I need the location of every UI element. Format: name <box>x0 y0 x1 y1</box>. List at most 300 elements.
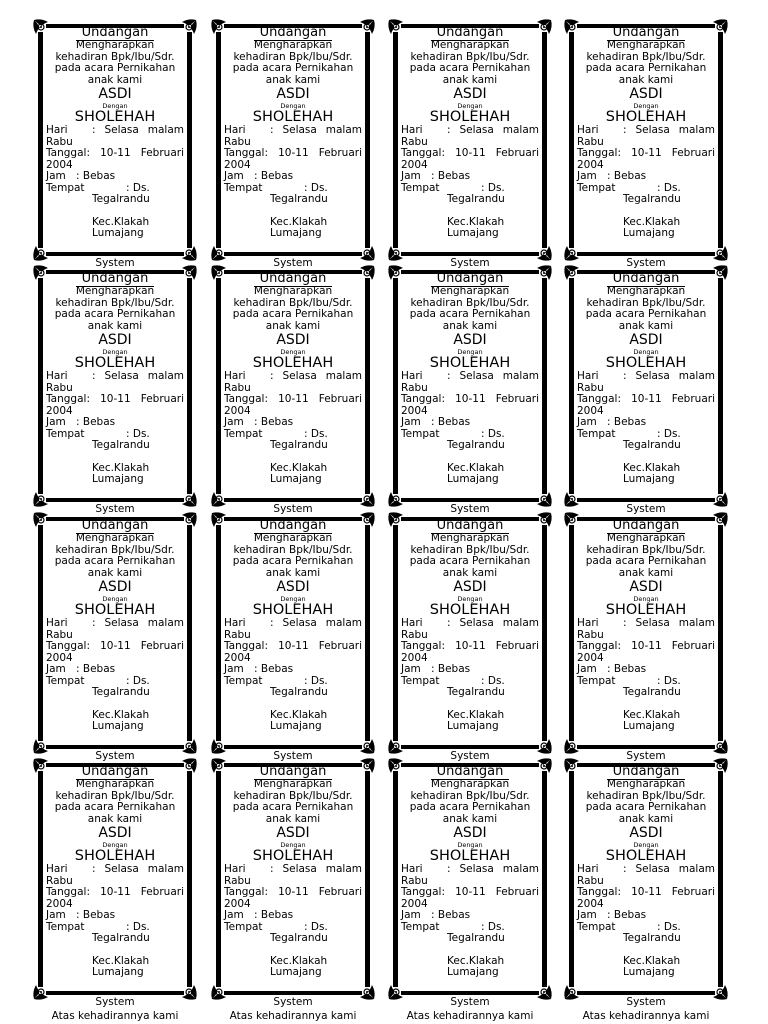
connector-text: Dengan <box>633 841 659 849</box>
groom-name: ASDI <box>629 86 663 102</box>
tanggal-value: : 10-11 Februari <box>86 640 184 652</box>
system-label: System <box>626 503 666 515</box>
frame-right <box>187 32 192 248</box>
tempat-value: : Ds. <box>126 181 150 194</box>
card-content <box>46 271 184 486</box>
jam-label: Jam <box>224 170 244 182</box>
card-title: Undangan <box>46 271 184 286</box>
intro-line: Mengharapkan <box>606 285 686 297</box>
tempat-cont: Tegalrandu <box>447 193 505 205</box>
frame-left <box>216 278 221 494</box>
system-label: System <box>450 996 490 1008</box>
hari-cont: Rabu <box>577 874 604 887</box>
intro-line: pada acara Pernikahan <box>54 62 176 74</box>
groom-name: ASDI <box>98 825 132 841</box>
tanggal-row <box>224 394 362 406</box>
intro-line: kehadiran Bpk/Ibu/Sdr. <box>233 296 353 309</box>
invitation-card <box>391 22 549 269</box>
card-title: Undangan <box>577 25 715 40</box>
tanggal-row <box>401 394 539 406</box>
jam-value: : Bebas <box>431 416 471 428</box>
jam-value: : Bebas <box>254 416 294 428</box>
frame-left <box>38 525 43 741</box>
tanggal-cont: 2004 <box>401 651 428 664</box>
frame-bottom <box>224 252 362 256</box>
tanggal-row <box>577 887 715 899</box>
card-content <box>46 25 184 240</box>
frame-bottom <box>577 498 715 502</box>
bride-name: SHOLEHAH <box>74 848 156 864</box>
jam-value: : Bebas <box>607 416 647 428</box>
jam-value: : Bebas <box>254 663 294 675</box>
hari-row <box>577 864 715 876</box>
bride-name: SHOLEHAH <box>74 602 156 618</box>
frame-bottom <box>577 745 715 749</box>
tempat-label: Tempat <box>224 427 263 440</box>
intro-line: Mengharapkan <box>606 532 686 544</box>
connector-text: Dengan <box>457 595 483 603</box>
hari-row <box>577 125 715 137</box>
hari-row <box>46 125 184 137</box>
bride-name: SHOLEHAH <box>605 602 687 618</box>
intro-line: pada acara Pernikahan <box>585 308 707 320</box>
groom-name: ASDI <box>276 825 310 841</box>
tempat-label: Tempat <box>224 181 263 194</box>
tanggal-label: Tanggal <box>401 640 442 652</box>
frame-left <box>38 771 43 987</box>
frame-bottom <box>401 745 539 749</box>
jam-value: : Bebas <box>431 909 471 921</box>
intro-line: kehadiran Bpk/Ibu/Sdr. <box>55 50 175 63</box>
kecamatan: Kec.Klakah <box>92 954 150 967</box>
bride-name: SHOLEHAH <box>429 355 511 371</box>
intro-line: pada acara Pernikahan <box>232 308 354 320</box>
invitation-card <box>567 761 725 1008</box>
system-label: System <box>273 750 313 762</box>
hari-row <box>401 618 539 630</box>
hari-label: Hari <box>224 370 246 382</box>
jam-label: Jam <box>577 416 597 428</box>
groom-name: ASDI <box>453 86 487 102</box>
hari-row <box>224 371 362 383</box>
card-content <box>401 271 539 486</box>
frame-bottom <box>46 745 184 749</box>
system-label: System <box>626 996 666 1008</box>
frame-right <box>365 278 370 494</box>
tempat-value: : Ds. <box>481 181 505 194</box>
card-content <box>224 764 362 979</box>
intro-line: pada acara Pernikahan <box>585 801 707 813</box>
bride-name: SHOLEHAH <box>252 848 334 864</box>
frame-bottom <box>401 991 539 995</box>
tempat-cont: Tegalrandu <box>447 686 505 698</box>
tempat-cont: Tegalrandu <box>92 686 150 698</box>
tanggal-cont: 2004 <box>577 404 604 417</box>
invitation-card <box>36 22 194 269</box>
hari-value: : Selasa malam <box>623 124 715 136</box>
hari-value: : Selasa malam <box>623 617 715 629</box>
connector-text: Dengan <box>280 348 306 356</box>
jam-label: Jam <box>401 663 421 675</box>
groom-name: ASDI <box>276 332 310 348</box>
kecamatan: Kec.Klakah <box>270 708 328 721</box>
card-title: Undangan <box>577 271 715 286</box>
tempat-cont: Tegalrandu <box>92 439 150 451</box>
jam-row <box>577 664 715 676</box>
hari-value: : Selasa malam <box>447 124 539 136</box>
jam-value: : Bebas <box>76 663 116 675</box>
bride-name: SHOLEHAH <box>252 602 334 618</box>
tanggal-cont: 2004 <box>46 404 73 417</box>
footer-text: Atas kehadirannya kami <box>51 1010 179 1022</box>
connector-text: Dengan <box>102 348 128 356</box>
tanggal-label: Tanggal <box>224 640 265 652</box>
jam-row <box>577 417 715 429</box>
hari-row <box>577 618 715 630</box>
hari-row <box>46 864 184 876</box>
tempat-label: Tempat <box>401 427 440 440</box>
kecamatan: Kec.Klakah <box>447 954 505 967</box>
frame-right <box>365 525 370 741</box>
intro-line: kehadiran Bpk/Ibu/Sdr. <box>410 789 530 802</box>
groom-name: ASDI <box>629 332 663 348</box>
tanggal-value: : 10-11 Februari <box>86 147 184 159</box>
jam-value: : Bebas <box>254 909 294 921</box>
tanggal-cont: 2004 <box>46 651 73 664</box>
tanggal-row <box>401 641 539 653</box>
jam-label: Jam <box>224 663 244 675</box>
hari-cont: Rabu <box>46 135 73 148</box>
kecamatan: Kec.Klakah <box>623 708 681 721</box>
kecamatan: Kec.Klakah <box>447 215 505 228</box>
intro-line: pada acara Pernikahan <box>54 555 176 567</box>
intro-line: anak kami <box>442 812 498 825</box>
system-label: System <box>626 257 666 269</box>
frame-left <box>393 525 398 741</box>
hari-value: : Selasa malam <box>447 617 539 629</box>
tempat-label: Tempat <box>224 920 263 933</box>
groom-name: ASDI <box>98 86 132 102</box>
tanggal-cont: 2004 <box>577 158 604 171</box>
groom-name: ASDI <box>629 579 663 595</box>
frame-right <box>542 525 547 741</box>
tempat-cont: Tegalrandu <box>623 193 681 205</box>
hari-cont: Rabu <box>577 381 604 394</box>
kabupaten: Lumajang <box>270 227 322 239</box>
kecamatan: Kec.Klakah <box>270 461 328 474</box>
kecamatan: Kec.Klakah <box>92 708 150 721</box>
tanggal-value: : 10-11 Februari <box>86 393 184 405</box>
hari-cont: Rabu <box>577 628 604 641</box>
card-content <box>577 25 715 240</box>
kabupaten: Lumajang <box>92 227 144 239</box>
jam-row <box>224 417 362 429</box>
hari-label: Hari <box>224 863 246 875</box>
card-content <box>224 518 362 733</box>
jam-row <box>46 910 184 922</box>
kabupaten: Lumajang <box>270 966 322 978</box>
tempat-label: Tempat <box>401 920 440 933</box>
tanggal-row <box>577 641 715 653</box>
invitation-card <box>391 761 549 1008</box>
frame-right <box>542 32 547 248</box>
hari-value: : Selasa malam <box>92 863 184 875</box>
jam-value: : Bebas <box>431 170 471 182</box>
hari-row <box>224 864 362 876</box>
frame-right <box>718 771 723 987</box>
tanggal-label: Tanggal <box>46 147 87 159</box>
hari-label: Hari <box>577 863 599 875</box>
jam-label: Jam <box>46 170 66 182</box>
groom-name: ASDI <box>453 825 487 841</box>
jam-label: Jam <box>401 416 421 428</box>
frame-right <box>542 278 547 494</box>
card-title: Undangan <box>46 518 184 533</box>
hari-label: Hari <box>46 617 68 629</box>
hari-row <box>224 618 362 630</box>
hari-label: Hari <box>401 863 423 875</box>
tanggal-cont: 2004 <box>224 651 251 664</box>
hari-cont: Rabu <box>401 381 428 394</box>
card-content <box>401 518 539 733</box>
jam-label: Jam <box>401 170 421 182</box>
tanggal-value: : 10-11 Februari <box>264 886 362 898</box>
jam-row <box>46 171 184 183</box>
kabupaten: Lumajang <box>447 227 499 239</box>
hari-cont: Rabu <box>401 874 428 887</box>
kecamatan: Kec.Klakah <box>623 954 681 967</box>
invitation-card <box>36 515 194 762</box>
tanggal-label: Tanggal <box>401 886 442 898</box>
bride-name: SHOLEHAH <box>74 355 156 371</box>
intro-line: pada acara Pernikahan <box>409 308 531 320</box>
intro-line: kehadiran Bpk/Ibu/Sdr. <box>233 543 353 556</box>
tempat-value: : Ds. <box>304 181 328 194</box>
system-label: System <box>273 503 313 515</box>
tempat-label: Tempat <box>401 674 440 687</box>
frame-bottom <box>46 991 184 995</box>
hari-cont: Rabu <box>224 874 251 887</box>
frame-right <box>187 525 192 741</box>
frame-bottom <box>577 991 715 995</box>
hari-row <box>401 371 539 383</box>
intro-line: kehadiran Bpk/Ibu/Sdr. <box>233 789 353 802</box>
hari-label: Hari <box>224 617 246 629</box>
card-content <box>401 25 539 240</box>
kecamatan: Kec.Klakah <box>270 215 328 228</box>
jam-label: Jam <box>46 416 66 428</box>
tanggal-value: : 10-11 Februari <box>264 640 362 652</box>
intro-line: anak kami <box>87 566 143 579</box>
tempat-label: Tempat <box>46 920 85 933</box>
frame-right <box>718 32 723 248</box>
frame-left <box>38 278 43 494</box>
tanggal-value: : 10-11 Februari <box>86 886 184 898</box>
groom-name: ASDI <box>629 825 663 841</box>
tanggal-row <box>46 641 184 653</box>
bride-name: SHOLEHAH <box>605 848 687 864</box>
tanggal-cont: 2004 <box>401 158 428 171</box>
system-label: System <box>450 503 490 515</box>
hari-cont: Rabu <box>224 381 251 394</box>
card-title: Undangan <box>46 25 184 40</box>
card-title: Undangan <box>224 271 362 286</box>
intro-line: Mengharapkan <box>253 778 333 790</box>
tempat-value: : Ds. <box>657 181 681 194</box>
jam-row <box>577 910 715 922</box>
hari-value: : Selasa malam <box>270 124 362 136</box>
card-title: Undangan <box>577 518 715 533</box>
frame-right <box>187 278 192 494</box>
tempat-value: : Ds. <box>481 920 505 933</box>
card-content <box>46 764 184 979</box>
jam-row <box>224 171 362 183</box>
tanggal-row <box>224 887 362 899</box>
jam-value: : Bebas <box>76 416 116 428</box>
bride-name: SHOLEHAH <box>429 848 511 864</box>
frame-bottom <box>401 498 539 502</box>
tanggal-label: Tanggal <box>224 886 265 898</box>
hari-row <box>46 618 184 630</box>
kecamatan: Kec.Klakah <box>92 215 150 228</box>
intro-line: Mengharapkan <box>430 778 510 790</box>
connector-text: Dengan <box>102 102 128 110</box>
hari-label: Hari <box>577 124 599 136</box>
invitation-card <box>214 761 372 1008</box>
intro-line: pada acara Pernikahan <box>409 801 531 813</box>
hari-row <box>401 864 539 876</box>
tempat-value: : Ds. <box>304 674 328 687</box>
tanggal-row <box>577 394 715 406</box>
hari-row <box>224 125 362 137</box>
connector-text: Dengan <box>457 102 483 110</box>
hari-value: : Selasa malam <box>92 617 184 629</box>
card-title: Undangan <box>577 764 715 779</box>
frame-bottom <box>401 252 539 256</box>
jam-label: Jam <box>401 909 421 921</box>
card-title: Undangan <box>401 764 539 779</box>
tanggal-row <box>46 887 184 899</box>
frame-right <box>187 771 192 987</box>
tanggal-value: : 10-11 Februari <box>617 393 715 405</box>
jam-row <box>224 910 362 922</box>
footer-text: Atas kehadirannya kami <box>229 1010 357 1022</box>
hari-cont: Rabu <box>46 381 73 394</box>
tempat-label: Tempat <box>46 427 85 440</box>
tempat-value: : Ds. <box>657 427 681 440</box>
tanggal-row <box>46 394 184 406</box>
connector-text: Dengan <box>280 102 306 110</box>
invitation-card <box>391 515 549 762</box>
hari-cont: Rabu <box>46 874 73 887</box>
bride-name: SHOLEHAH <box>605 355 687 371</box>
bride-name: SHOLEHAH <box>252 355 334 371</box>
jam-value: : Bebas <box>76 909 116 921</box>
intro-line: Mengharapkan <box>430 285 510 297</box>
frame-bottom <box>46 498 184 502</box>
system-label: System <box>95 503 135 515</box>
tanggal-label: Tanggal <box>46 886 87 898</box>
jam-value: : Bebas <box>254 170 294 182</box>
intro-line: kehadiran Bpk/Ibu/Sdr. <box>55 296 175 309</box>
tempat-label: Tempat <box>577 181 616 194</box>
frame-left <box>569 278 574 494</box>
jam-value: : Bebas <box>76 170 116 182</box>
tempat-value: : Ds. <box>126 427 150 440</box>
tanggal-value: : 10-11 Februari <box>617 886 715 898</box>
hari-value: : Selasa malam <box>270 863 362 875</box>
kecamatan: Kec.Klakah <box>92 461 150 474</box>
tempat-cont: Tegalrandu <box>623 439 681 451</box>
invitation-card <box>36 761 194 1008</box>
frame-right <box>718 525 723 741</box>
system-label: System <box>450 750 490 762</box>
groom-name: ASDI <box>276 579 310 595</box>
connector-text: Dengan <box>280 595 306 603</box>
card-content <box>224 271 362 486</box>
frame-bottom <box>224 498 362 502</box>
tanggal-row <box>224 641 362 653</box>
intro-line: pada acara Pernikahan <box>409 62 531 74</box>
tanggal-label: Tanggal <box>401 147 442 159</box>
intro-line: Mengharapkan <box>430 39 510 51</box>
intro-line: pada acara Pernikahan <box>232 555 354 567</box>
tanggal-value: : 10-11 Februari <box>617 147 715 159</box>
kabupaten: Lumajang <box>447 720 499 732</box>
tempat-cont: Tegalrandu <box>623 686 681 698</box>
tanggal-value: : 10-11 Februari <box>441 886 539 898</box>
kabupaten: Lumajang <box>92 966 144 978</box>
intro-line: anak kami <box>442 319 498 332</box>
jam-row <box>46 664 184 676</box>
intro-line: kehadiran Bpk/Ibu/Sdr. <box>586 50 706 63</box>
tanggal-row <box>401 148 539 160</box>
intro-line: Mengharapkan <box>253 39 333 51</box>
tanggal-cont: 2004 <box>401 897 428 910</box>
tanggal-value: : 10-11 Februari <box>264 393 362 405</box>
hari-value: : Selasa malam <box>270 617 362 629</box>
kabupaten: Lumajang <box>92 473 144 485</box>
tanggal-row <box>46 148 184 160</box>
intro-line: pada acara Pernikahan <box>232 801 354 813</box>
card-content <box>577 271 715 486</box>
intro-line: anak kami <box>87 319 143 332</box>
intro-line: kehadiran Bpk/Ibu/Sdr. <box>410 50 530 63</box>
kabupaten: Lumajang <box>623 473 675 485</box>
tanggal-value: : 10-11 Februari <box>441 393 539 405</box>
system-label: System <box>626 750 666 762</box>
tempat-cont: Tegalrandu <box>447 439 505 451</box>
tempat-cont: Tegalrandu <box>623 932 681 944</box>
frame-left <box>393 771 398 987</box>
intro-line: pada acara Pernikahan <box>232 62 354 74</box>
connector-text: Dengan <box>633 348 659 356</box>
tempat-value: : Ds. <box>657 674 681 687</box>
hari-cont: Rabu <box>224 135 251 148</box>
tanggal-label: Tanggal <box>577 886 618 898</box>
tempat-value: : Ds. <box>304 427 328 440</box>
frame-right <box>542 771 547 987</box>
groom-name: ASDI <box>453 332 487 348</box>
jam-label: Jam <box>577 170 597 182</box>
hari-row <box>577 371 715 383</box>
hari-label: Hari <box>46 863 68 875</box>
frame-bottom <box>46 252 184 256</box>
tempat-cont: Tegalrandu <box>92 932 150 944</box>
hari-value: : Selasa malam <box>447 863 539 875</box>
tanggal-cont: 2004 <box>577 651 604 664</box>
tanggal-cont: 2004 <box>46 158 73 171</box>
